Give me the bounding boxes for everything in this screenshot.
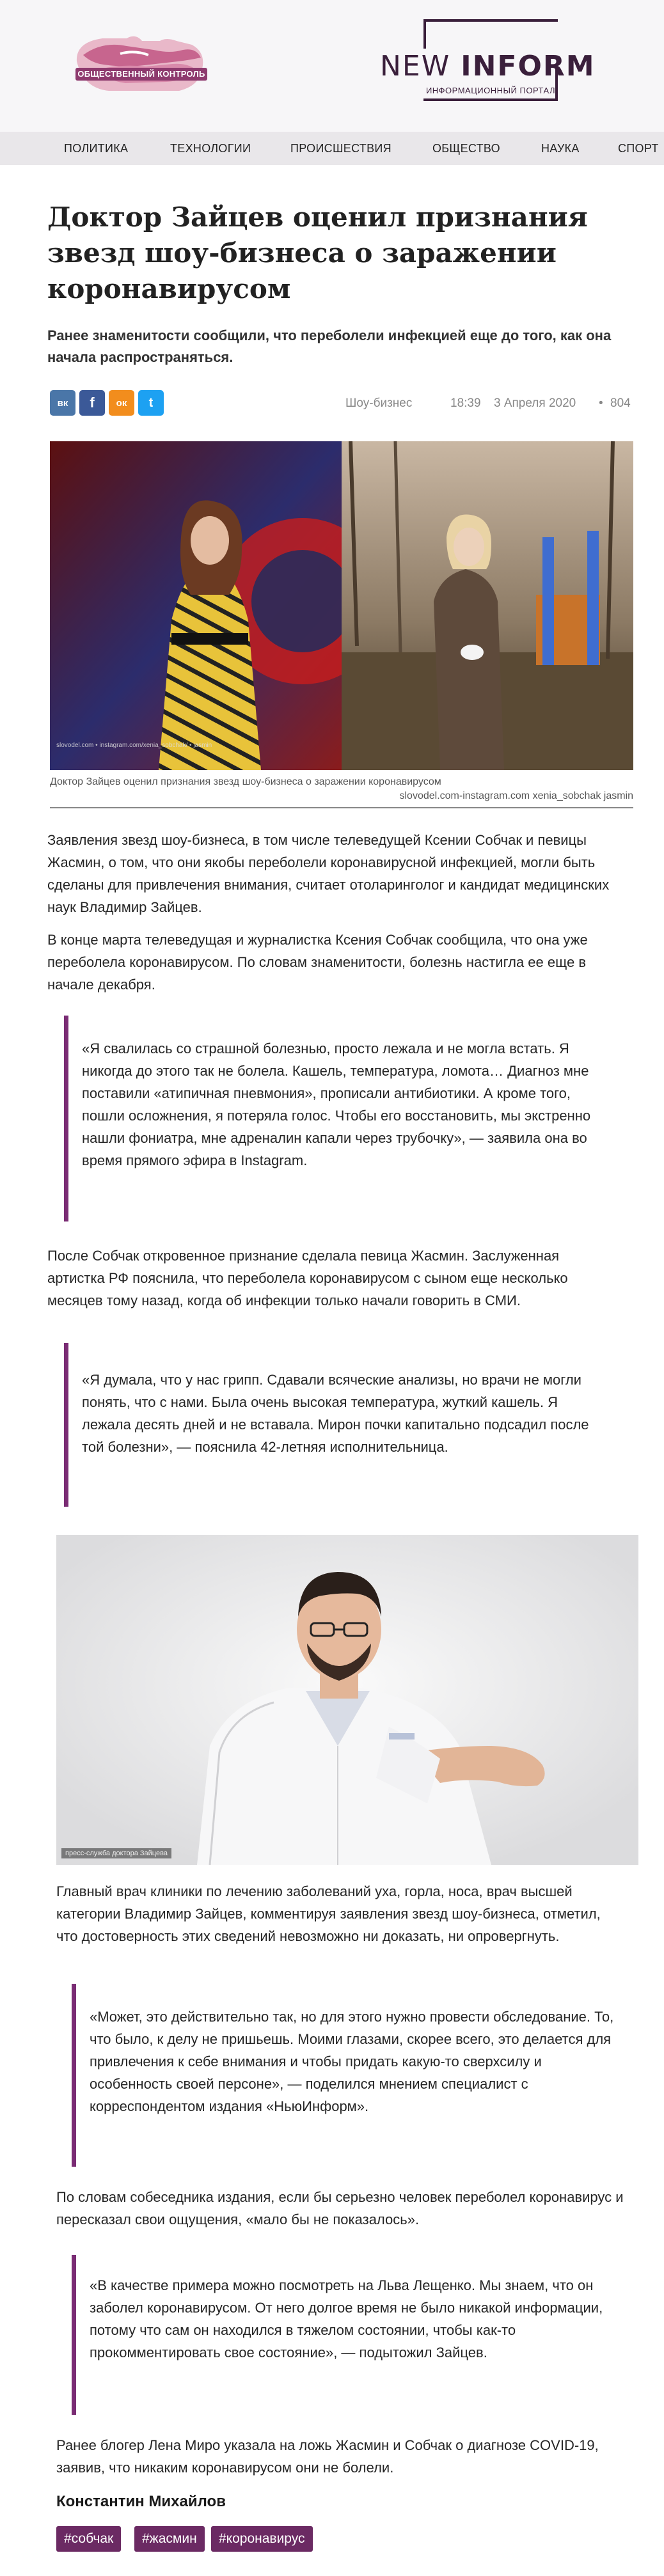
article-author[interactable]: Константин Михайлов [56, 2493, 226, 2510]
vk-icon: вк [57, 397, 68, 409]
logo-frame-left [423, 19, 426, 49]
new-inform-logo[interactable] [379, 19, 609, 109]
share-vk-button[interactable] [50, 390, 75, 416]
article-main-photo [50, 441, 633, 770]
public-control-logo-text: ОБЩЕСТВЕННЫЙ КОНТРОЛЬ [77, 69, 205, 79]
quote-3-text: «Может, это действительно так, но для этого нужно провести обследование. То, что было, к делу не пришьешь. Моими глазами, скорее всего, это делается для привлечения к себе внимания и чтобы придать какую-то сверхсилу и особенность своей персоне», — поделился мнением специалист с корреспондентом издания «НьюИнформ». [90, 2009, 614, 2114]
caption-divider [50, 807, 633, 808]
quote-1-text: «Я свалилась со страшной болезнью, просто лежала и не могла встать. Я никогда до этого так не болела. Кашель, температура, ломота… Диагноз мне поставили «атипичная пневмония», прописали антибиотики. А кроме того, пошли осложнения, я потеряла голос. Чтобы его восстановить, мы экстренно нашли фониатра, мне адреналин капали через трубочку», — заявила она во время прямого эфира в Instagram. [82, 1041, 591, 1168]
paragraph-1: Заявления звезд шоу-бизнеса, в том числе телеведущей Ксении Собчак и певицы Жасмин, о том, что они якобы переболели коронавирусной инфекцией, могли быть сделаны для привлечения внимания, считает отоларинголог и кандидат медицинских наук Владимир Зайцев. [47, 832, 610, 915]
article-time: 18:39 [450, 397, 481, 410]
tag-jasmin[interactable]: #жасмин [134, 2526, 205, 2552]
logo-frame-top [423, 19, 558, 22]
public-control-logo[interactable] [64, 24, 217, 104]
paragraph-2: В конце марта телеведущая и журналистка Ксения Собчак сообщила, что она уже переболела коронавирусом. По словам знаменитости, болезнь настигла ее еще в начале декабря. [47, 932, 588, 993]
paragraph-5: По словам собеседника издания, если бы серьезно человек переболел коронавирус и пересказал свои ощущения, «мало бы не показалось». [56, 2189, 624, 2227]
nav-incidents[interactable]: ПРОИСШЕСТВИЯ [290, 142, 391, 155]
nav-society[interactable]: ОБЩЕСТВО [432, 142, 500, 155]
brand-bold: INFORM [461, 50, 596, 82]
brand-subtitle: ИНФОРМАЦИОННЫЙ ПОРТАЛ [425, 86, 556, 95]
new-inform-wordmark [380, 50, 596, 82]
paragraph-4: Главный врач клиники по лечению заболеваний уха, горла, носа, врач высшей категории Владимир Зайцев, комментируя заявления звезд шоу-бизнеса, отметил, что достоверность этих сведений невозможно ни доказать, ни опровергнуть. [56, 1883, 601, 1944]
share-ok-button[interactable] [109, 390, 134, 416]
article-title: Доктор Зайцев оценил признания звезд шоу-бизнеса о заражении коронавирусом [47, 201, 588, 304]
odnoklassniki-icon: ок [116, 397, 127, 409]
brand-light: NEW [380, 50, 451, 82]
nav-sport[interactable]: СПОРТ [618, 142, 659, 155]
doctor-photo [56, 1535, 638, 1865]
tag-coronavirus[interactable]: #коронавирус [211, 2526, 313, 2552]
share-twitter-button[interactable] [138, 390, 164, 416]
photo-source: slovodel.com-instagram.com xenia_sobchak jasmin [399, 790, 633, 801]
nav-technology[interactable]: ТЕХНОЛОГИИ [170, 142, 251, 155]
doctor-portrait-image [56, 1535, 638, 1865]
article-views: 804 [610, 397, 631, 410]
article-subtitle: Ранее знаменитости сообщили, что переболели инфекцией еще до того, как она начала распространяться. [47, 327, 612, 365]
celebrities-collage-image [50, 441, 633, 770]
tag-sobchak[interactable]: #собчак [56, 2526, 121, 2552]
article-category[interactable]: Шоу-бизнес [345, 397, 413, 410]
doctor-photo-caption: пресс-служба доктора Зайцева [61, 1848, 171, 1858]
photo-caption: Доктор Зайцев оценил признания звезд шоу-бизнеса о заражении коронавирусом [50, 776, 441, 787]
facebook-icon: f [90, 395, 95, 411]
paragraph-6: Ранее блогер Лена Миро указала на ложь Жасмин и Собчак о диагнозе COVID-19, заявив, что никаким коронавирусом они не болели. [56, 2437, 599, 2476]
site-header [0, 0, 664, 132]
photo-watermark: slovodel.com • instagram.com/xenia_sobchak/ • jasmin [56, 742, 212, 749]
article-date: 3 Апреля 2020 [494, 397, 576, 410]
paragraph-3: После Собчак откровенное признание сделала певица Жасмин. Заслуженная артистка РФ пояснила, что переболела коронавирусом с сыном еще несколько месяцев тому назад, когда об инфекции только начали говорить в СМИ. [47, 1248, 568, 1308]
share-facebook-button[interactable] [79, 390, 105, 416]
quote-2-text: «Я думала, что у нас грипп. Сдавали всяческие анализы, но врачи не могли понять, что с нами. Была очень высокая температура, жуткий кашель. Я лежала десять дней и не вставала. Мирон почки капитально подсадил после той болезни», — пояснила 42-летняя исполнительница. [82, 1372, 589, 1455]
meta-separator: • [599, 397, 603, 410]
twitter-icon: t [148, 395, 154, 410]
main-nav [0, 132, 664, 165]
logo-frame-bottom [423, 98, 558, 101]
quote-4-text: «В качестве примера можно посмотреть на Льва Лещенко. Мы знаем, что он заболел коронавирусом. От него долгое время не было никакой информации, потому что сам он находился в тяжелом состоянии, чтобы как-то прокомментировать свое состояние», — подытожил Зайцев. [90, 2277, 603, 2360]
nav-politics[interactable]: ПОЛИТИКА [64, 142, 129, 155]
nav-science[interactable]: НАУКА [541, 142, 580, 155]
handshake-logo-icon [64, 24, 217, 104]
